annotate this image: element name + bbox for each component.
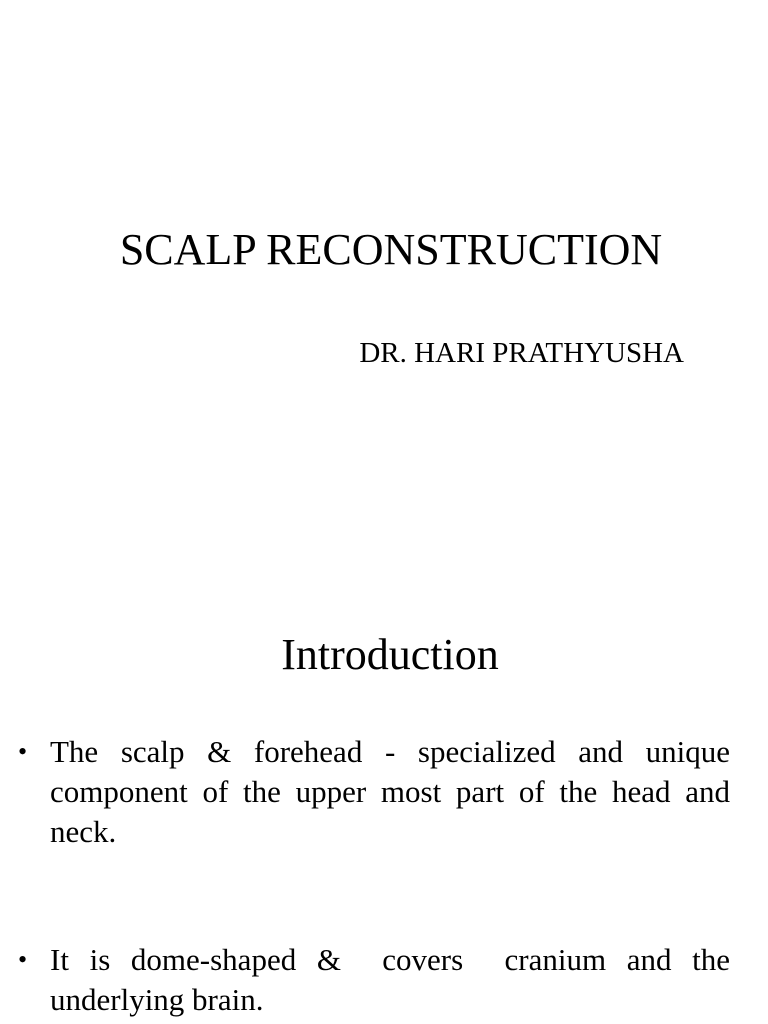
bullet-text: It is dome-shaped & covers cranium and the underlying brain. [50, 942, 738, 1017]
content-slide [0, 512, 768, 1024]
bullet-item [0, 940, 768, 1020]
bullet-item [0, 732, 768, 852]
bullet-dot-icon: • [18, 945, 28, 974]
bullet-dot-icon: • [18, 737, 28, 766]
bullet-text: The scalp & forehead - specialized and unique component of the upper most part of the head and neck. [50, 734, 730, 849]
bullet-list [0, 732, 768, 1020]
slide-heading: Introduction [281, 630, 499, 679]
presentation-title: SCALP RECONSTRUCTION [119, 225, 663, 274]
author-name: DR. HARI PRATHYUSHA [359, 337, 684, 369]
